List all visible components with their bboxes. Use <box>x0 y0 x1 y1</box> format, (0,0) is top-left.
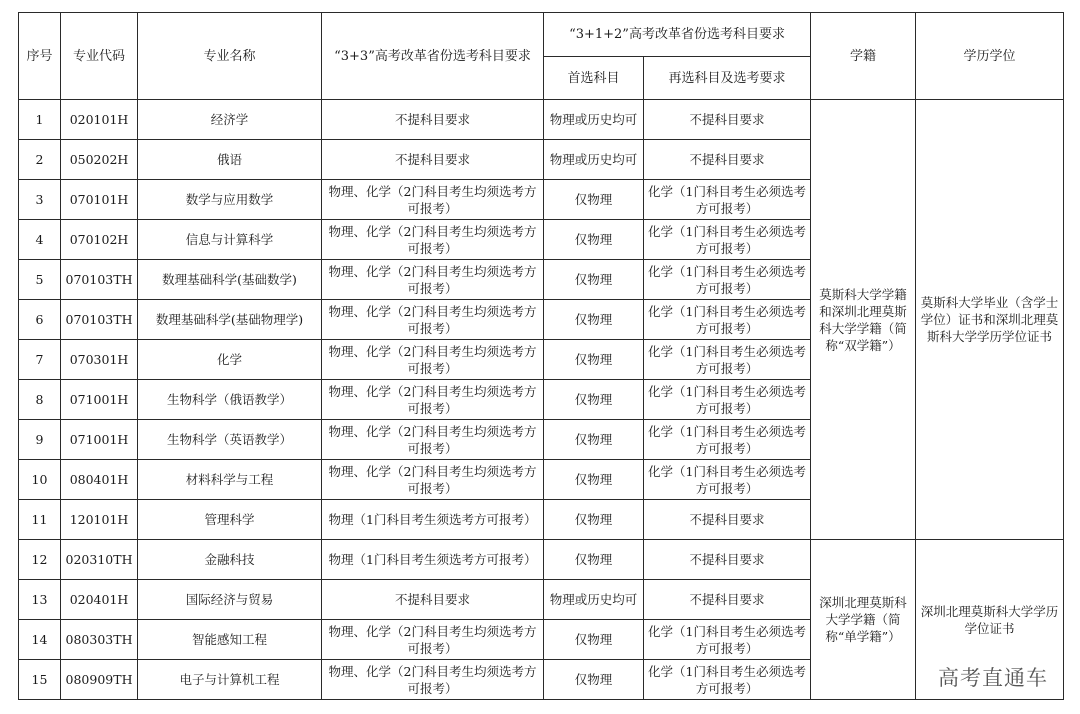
cell-code: 120101H <box>61 500 138 540</box>
cell-code: 070103TH <box>61 300 138 340</box>
cell-req33: 物理（1门科目考生须选考方可报考） <box>322 500 544 540</box>
cell-code: 080401H <box>61 460 138 500</box>
cell-code: 071001H <box>61 380 138 420</box>
cell-no: 8 <box>19 380 61 420</box>
cell-second: 不提科目要求 <box>644 100 811 140</box>
cell-no: 10 <box>19 460 61 500</box>
cell-name: 金融科技 <box>138 540 322 580</box>
cell-second: 化学（1门科目考生必须选考方可报考） <box>644 260 811 300</box>
cell-name: 智能感知工程 <box>138 620 322 660</box>
cell-second: 化学（1门科目考生必须选考方可报考） <box>644 380 811 420</box>
cell-name: 国际经济与贸易 <box>138 580 322 620</box>
header-status: 学籍 <box>811 13 916 100</box>
cell-req33: 不提科目要求 <box>322 140 544 180</box>
cell-no: 9 <box>19 420 61 460</box>
cell-first: 仅物理 <box>544 500 644 540</box>
cell-name: 数理基础科学(基础物理学) <box>138 300 322 340</box>
header-first-subject: 首选科目 <box>544 57 644 100</box>
cell-first: 仅物理 <box>544 540 644 580</box>
group-degree: 深圳北理莫斯科大学学历学位证书 <box>916 540 1064 700</box>
cell-name: 化学 <box>138 340 322 380</box>
cell-first: 物理或历史均可 <box>544 580 644 620</box>
cell-code: 020101H <box>61 100 138 140</box>
cell-first: 仅物理 <box>544 340 644 380</box>
header-no: 序号 <box>19 13 61 100</box>
cell-no: 4 <box>19 220 61 260</box>
cell-no: 7 <box>19 340 61 380</box>
cell-code: 070301H <box>61 340 138 380</box>
cell-name: 俄语 <box>138 140 322 180</box>
cell-code: 070102H <box>61 220 138 260</box>
cell-first: 仅物理 <box>544 620 644 660</box>
cell-first: 仅物理 <box>544 460 644 500</box>
cell-name: 材料科学与工程 <box>138 460 322 500</box>
cell-no: 1 <box>19 100 61 140</box>
cell-second: 化学（1门科目考生必须选考方可报考） <box>644 180 811 220</box>
cell-req33: 物理、化学（2门科目考生均须选考方可报考） <box>322 300 544 340</box>
cell-code: 071001H <box>61 420 138 460</box>
cell-first: 仅物理 <box>544 180 644 220</box>
cell-second: 不提科目要求 <box>644 580 811 620</box>
cell-second: 化学（1门科目考生必须选考方可报考） <box>644 660 811 700</box>
cell-no: 6 <box>19 300 61 340</box>
cell-code: 070101H <box>61 180 138 220</box>
cell-no: 15 <box>19 660 61 700</box>
cell-second: 化学（1门科目考生必须选考方可报考） <box>644 460 811 500</box>
cell-name: 数学与应用数学 <box>138 180 322 220</box>
cell-req33: 物理、化学（2门科目考生均须选考方可报考） <box>322 340 544 380</box>
watermark: 高考直通车 <box>938 666 1048 690</box>
cell-req33: 不提科目要求 <box>322 580 544 620</box>
cell-no: 5 <box>19 260 61 300</box>
cell-req33: 物理、化学（2门科目考生均须选考方可报考） <box>322 420 544 460</box>
cell-name: 电子与计算机工程 <box>138 660 322 700</box>
cell-first: 物理或历史均可 <box>544 140 644 180</box>
majors-table <box>18 12 1064 700</box>
cell-req33: 物理、化学（2门科目考生均须选考方可报考） <box>322 660 544 700</box>
cell-req33: 不提科目要求 <box>322 100 544 140</box>
cell-second: 化学（1门科目考生必须选考方可报考） <box>644 420 811 460</box>
cell-no: 14 <box>19 620 61 660</box>
cell-req33: 物理（1门科目考生须选考方可报考） <box>322 540 544 580</box>
cell-first: 物理或历史均可 <box>544 100 644 140</box>
group-status: 深圳北理莫斯科大学学籍（简称“单学籍”） <box>811 540 916 700</box>
cell-req33: 物理、化学（2门科目考生均须选考方可报考） <box>322 260 544 300</box>
cell-name: 经济学 <box>138 100 322 140</box>
cell-code: 080909TH <box>61 660 138 700</box>
header-second-subject: 再选科目及选考要求 <box>644 57 811 100</box>
cell-no: 11 <box>19 500 61 540</box>
cell-name: 数理基础科学(基础数学) <box>138 260 322 300</box>
table-row <box>19 100 1064 140</box>
cell-name: 管理科学 <box>138 500 322 540</box>
header-req-312: “3+1+2”高考改革省份选考科目要求 <box>544 13 811 57</box>
cell-second: 化学（1门科目考生必须选考方可报考） <box>644 340 811 380</box>
cell-second: 不提科目要求 <box>644 140 811 180</box>
header-name: 专业名称 <box>138 13 322 100</box>
cell-first: 仅物理 <box>544 260 644 300</box>
cell-second: 化学（1门科目考生必须选考方可报考） <box>644 300 811 340</box>
cell-first: 仅物理 <box>544 660 644 700</box>
cell-req33: 物理、化学（2门科目考生均须选考方可报考） <box>322 380 544 420</box>
cell-code: 070103TH <box>61 260 138 300</box>
cell-second: 不提科目要求 <box>644 540 811 580</box>
cell-req33: 物理、化学（2门科目考生均须选考方可报考） <box>322 180 544 220</box>
cell-no: 12 <box>19 540 61 580</box>
cell-no: 2 <box>19 140 61 180</box>
cell-first: 仅物理 <box>544 420 644 460</box>
cell-second: 不提科目要求 <box>644 500 811 540</box>
group-degree: 莫斯科大学毕业（含学士学位）证书和深圳北理莫斯科大学学历学位证书 <box>916 100 1064 540</box>
cell-second: 化学（1门科目考生必须选考方可报考） <box>644 220 811 260</box>
cell-second: 化学（1门科目考生必须选考方可报考） <box>644 620 811 660</box>
header-code: 专业代码 <box>61 13 138 100</box>
table-row <box>19 540 1064 580</box>
cell-req33: 物理、化学（2门科目考生均须选考方可报考） <box>322 220 544 260</box>
cell-name: 信息与计算科学 <box>138 220 322 260</box>
cell-req33: 物理、化学（2门科目考生均须选考方可报考） <box>322 620 544 660</box>
cell-req33: 物理、化学（2门科目考生均须选考方可报考） <box>322 460 544 500</box>
cell-no: 13 <box>19 580 61 620</box>
cell-first: 仅物理 <box>544 220 644 260</box>
cell-name: 生物科学（俄语教学） <box>138 380 322 420</box>
cell-no: 3 <box>19 180 61 220</box>
cell-code: 050202H <box>61 140 138 180</box>
cell-code: 020310TH <box>61 540 138 580</box>
cell-first: 仅物理 <box>544 300 644 340</box>
group-status: 莫斯科大学学籍和深圳北理莫斯科大学学籍（简称“双学籍”） <box>811 100 916 540</box>
header-degree: 学历学位 <box>916 13 1064 100</box>
cell-name: 生物科学（英语教学） <box>138 420 322 460</box>
cell-first: 仅物理 <box>544 380 644 420</box>
cell-code: 080303TH <box>61 620 138 660</box>
cell-code: 020401H <box>61 580 138 620</box>
header-req-33: “3+3”高考改革省份选考科目要求 <box>322 13 544 100</box>
